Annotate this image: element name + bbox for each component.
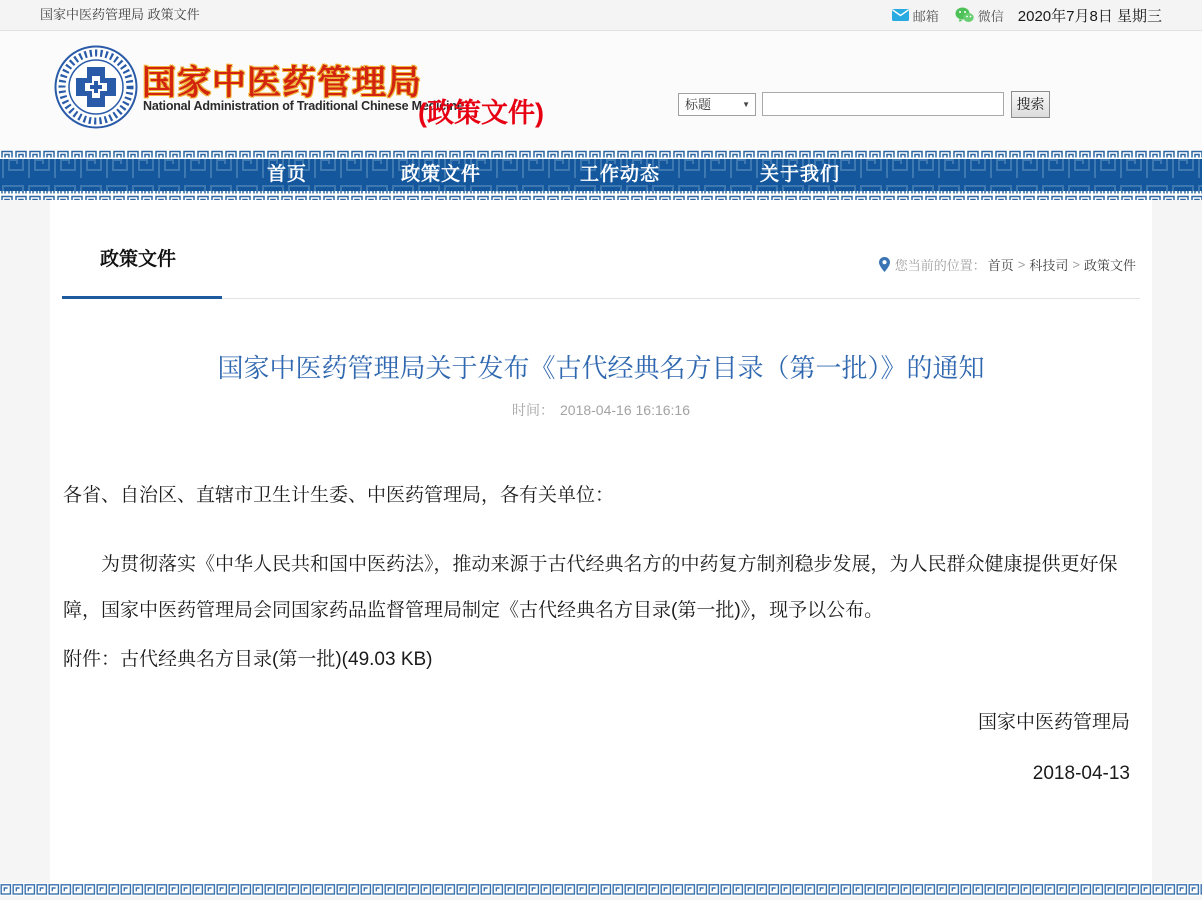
- wechat-link[interactable]: [955, 6, 1004, 25]
- attachment-line: [63, 646, 1127, 674]
- chevron-down-icon: ▼: [742, 100, 750, 109]
- natcm-logo: [54, 45, 138, 129]
- article-body-paragraph: 为贯彻落实《中华人民共和国中医药法》，推动来源于古代经典名方的中药复方制剂稳步发展，为人民群众健康提供更好保障，国家中医药管理局会同国家药品监督管理局制定《古代经典名方目录(第一批)》，现予以公布。: [63, 554, 1118, 621]
- mail-link[interactable]: [892, 6, 939, 25]
- search-field-select[interactable]: [678, 93, 756, 116]
- top-utility-bar: [0, 0, 1202, 31]
- mail-icon: [892, 9, 909, 21]
- article-date: 2018-04-13: [1032, 763, 1130, 784]
- footer-pattern-strip: [0, 883, 1202, 896]
- article-salutation: 各省、自治区、直辖市卫生计生委、中医药管理局，各有关单位：: [63, 485, 615, 506]
- current-date: 2020年7月8日 星期三: [1017, 7, 1162, 25]
- nav-item-about-us[interactable]: 关于我们: [759, 164, 840, 185]
- search-field-selected: 标题: [685, 97, 712, 112]
- tab-policy-documents[interactable]: 政策文件: [100, 249, 177, 270]
- wechat-icon: [955, 7, 974, 23]
- attachment-link[interactable]: 古代经典名方目录(第一批): [120, 649, 342, 670]
- breadcrumb-policy[interactable]: 政策文件: [1083, 258, 1136, 273]
- article-time-label: 时间：: [512, 402, 554, 418]
- tab-divider: [62, 298, 1140, 299]
- location-pin-icon: [879, 257, 890, 272]
- breadcrumb-separator: >: [1072, 257, 1080, 272]
- nav-item-home[interactable]: 首页: [266, 164, 307, 185]
- site-path: 国家中医药管理局 政策文件: [40, 7, 200, 22]
- breadcrumb-prefix: 您当前的位置：: [894, 258, 986, 273]
- site-name: 国家中医药管理局: [142, 64, 422, 102]
- breadcrumb: [879, 255, 1138, 274]
- article-title: 国家中医药管理局关于发布《古代经典名方目录（第一批）》的通知: [217, 353, 985, 383]
- breadcrumb-home[interactable]: 首页: [987, 258, 1014, 273]
- content-card: [50, 200, 1152, 883]
- attachment-label: 附件：: [63, 649, 121, 670]
- section-tag: (政策文件): [418, 98, 544, 128]
- nav-item-policy-documents[interactable]: 政策文件: [400, 164, 481, 185]
- mail-label: 邮箱: [912, 8, 939, 24]
- main-nav: [0, 150, 1202, 200]
- article-time: [50, 400, 1152, 420]
- wechat-label: 微信: [977, 8, 1004, 24]
- site-name-english: National Administration of Traditional Chinese Medicine: [143, 99, 464, 113]
- site-header: [0, 31, 1202, 150]
- search-input[interactable]: [762, 92, 1004, 116]
- topbar-right-group: [876, 0, 1162, 30]
- breadcrumb-separator: >: [1017, 257, 1026, 272]
- attachment-size: (49.03 KB): [341, 649, 433, 670]
- nav-item-work-updates[interactable]: 工作动态: [579, 164, 660, 185]
- article-signature: 国家中医药管理局: [977, 712, 1130, 733]
- breadcrumb-dept[interactable]: 科技司: [1029, 258, 1069, 273]
- search-button[interactable]: 搜索: [1011, 91, 1050, 118]
- tab-active-underline: [62, 296, 222, 299]
- article-time-value: 2018-04-16 16:16:16: [560, 402, 690, 418]
